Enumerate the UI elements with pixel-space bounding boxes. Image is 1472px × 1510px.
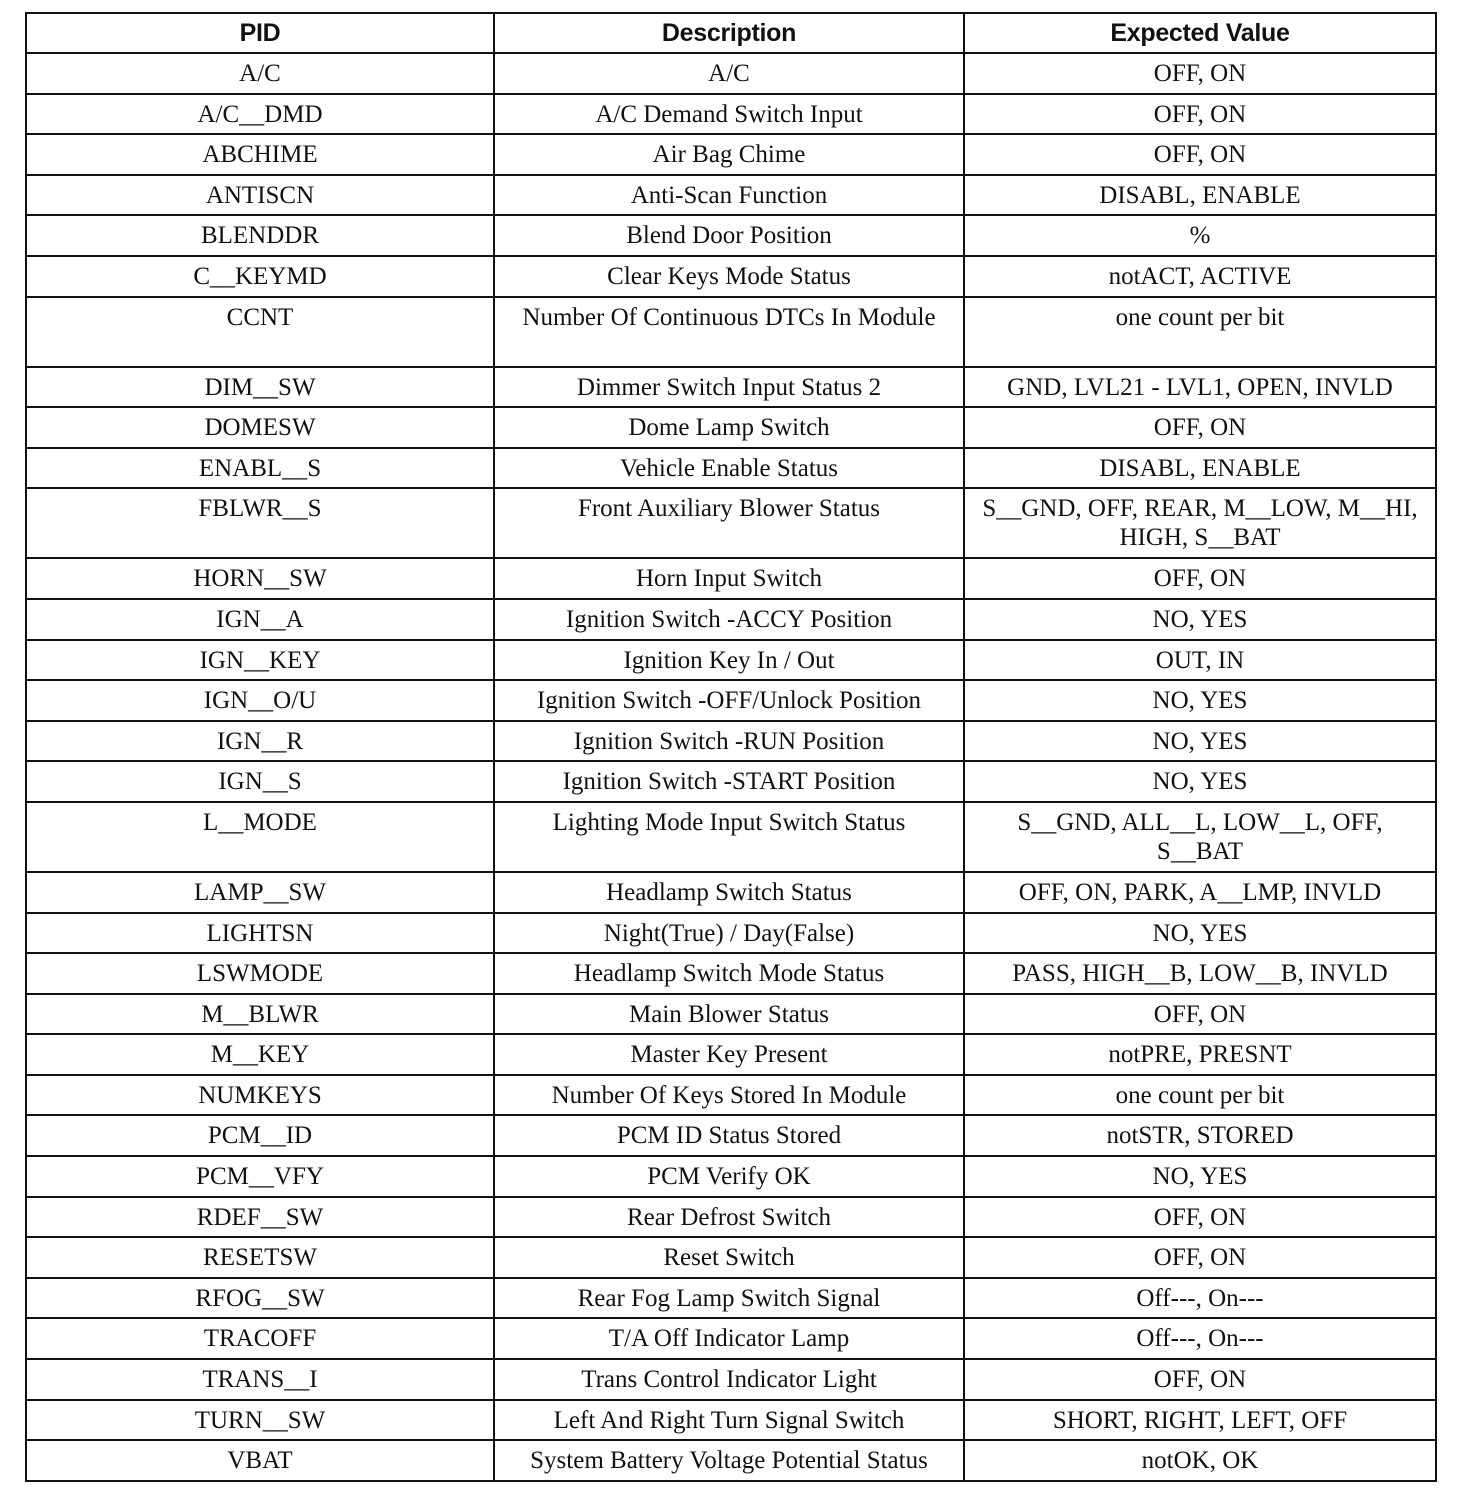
- table-row: [26, 448, 1436, 489]
- expected-value-cell: DISABL, ENABLE: [964, 175, 1436, 216]
- pid-cell: ENABL__S: [26, 448, 494, 489]
- pid-cell: IGN__O/U: [26, 680, 494, 721]
- expected-value-cell: OFF, ON: [964, 1359, 1436, 1400]
- description-cell: Vehicle Enable Status: [494, 448, 964, 489]
- table-row: [26, 175, 1436, 216]
- expected-value-cell: OFF, ON: [964, 134, 1436, 175]
- description-cell: Headlamp Switch Mode Status: [494, 953, 964, 994]
- table-row: [26, 599, 1436, 640]
- expected-value-cell: Off---, On---: [964, 1278, 1436, 1319]
- table-row: [26, 53, 1436, 94]
- table-row: [26, 994, 1436, 1035]
- expected-value-cell: %: [964, 215, 1436, 256]
- pid-cell: RFOG__SW: [26, 1278, 494, 1319]
- table-row: [26, 1156, 1436, 1197]
- table-row: [26, 297, 1436, 367]
- table-row: [26, 802, 1436, 872]
- header-description: Description: [494, 13, 964, 53]
- header-pid: PID: [26, 13, 494, 53]
- pid-cell: IGN__A: [26, 599, 494, 640]
- pid-cell: A/C__DMD: [26, 94, 494, 135]
- description-cell: PCM ID Status Stored: [494, 1115, 964, 1156]
- description-cell: PCM Verify OK: [494, 1156, 964, 1197]
- table-row: [26, 1359, 1436, 1400]
- header-row: [26, 13, 1436, 53]
- expected-value-cell: one count per bit: [964, 1075, 1436, 1116]
- expected-value-cell: OUT, IN: [964, 640, 1436, 681]
- pid-cell: M__BLWR: [26, 994, 494, 1035]
- table-row: [26, 1237, 1436, 1278]
- pid-cell: IGN__R: [26, 721, 494, 762]
- table-row: [26, 558, 1436, 599]
- expected-value-cell: notACT, ACTIVE: [964, 256, 1436, 297]
- expected-value-cell: NO, YES: [964, 913, 1436, 954]
- expected-value-cell: DISABL, ENABLE: [964, 448, 1436, 489]
- expected-value-cell: notSTR, STORED: [964, 1115, 1436, 1156]
- table-row: [26, 872, 1436, 913]
- description-cell: Main Blower Status: [494, 994, 964, 1035]
- expected-value-cell: SHORT, RIGHT, LEFT, OFF: [964, 1400, 1436, 1441]
- pid-cell: RDEF__SW: [26, 1197, 494, 1238]
- description-cell: Ignition Switch -ACCY Position: [494, 599, 964, 640]
- pid-table: [25, 12, 1437, 1482]
- pid-cell: PCM__VFY: [26, 1156, 494, 1197]
- description-cell: Ignition Key In / Out: [494, 640, 964, 681]
- expected-value-cell: OFF, ON: [964, 407, 1436, 448]
- pid-cell: C__KEYMD: [26, 256, 494, 297]
- expected-value-cell: notOK, OK: [964, 1440, 1436, 1481]
- table-row: [26, 1400, 1436, 1441]
- description-cell: T/A Off Indicator Lamp: [494, 1318, 964, 1359]
- table-row: [26, 134, 1436, 175]
- expected-value-cell: NO, YES: [964, 1156, 1436, 1197]
- description-cell: Dome Lamp Switch: [494, 407, 964, 448]
- description-cell: Front Auxiliary Blower Status: [494, 488, 964, 558]
- table-row: [26, 94, 1436, 135]
- description-cell: Lighting Mode Input Switch Status: [494, 802, 964, 872]
- pid-cell: LIGHTSN: [26, 913, 494, 954]
- expected-value-cell: NO, YES: [964, 721, 1436, 762]
- table-row: [26, 407, 1436, 448]
- expected-value-cell: PASS, HIGH__B, LOW__B, INVLD: [964, 953, 1436, 994]
- table-row: [26, 721, 1436, 762]
- header-expected-value: Expected Value: [964, 13, 1436, 53]
- table-row: [26, 1115, 1436, 1156]
- description-cell: Number Of Keys Stored In Module: [494, 1075, 964, 1116]
- expected-value-cell: OFF, ON: [964, 994, 1436, 1035]
- pid-cell: TURN__SW: [26, 1400, 494, 1441]
- expected-value-cell: notPRE, PRESNT: [964, 1034, 1436, 1075]
- table-header: [26, 13, 1436, 53]
- description-cell: Rear Fog Lamp Switch Signal: [494, 1278, 964, 1319]
- pid-cell: IGN__S: [26, 761, 494, 802]
- pid-cell: A/C: [26, 53, 494, 94]
- description-cell: Reset Switch: [494, 1237, 964, 1278]
- pid-cell: ANTISCN: [26, 175, 494, 216]
- expected-value-cell: NO, YES: [964, 680, 1436, 721]
- table-row: [26, 1075, 1436, 1116]
- pid-cell: ABCHIME: [26, 134, 494, 175]
- description-cell: Number Of Continuous DTCs In Module: [494, 297, 964, 367]
- pid-cell: L__MODE: [26, 802, 494, 872]
- description-cell: Night(True) / Day(False): [494, 913, 964, 954]
- table-row: [26, 1278, 1436, 1319]
- table-row: [26, 761, 1436, 802]
- pid-cell: VBAT: [26, 1440, 494, 1481]
- description-cell: Ignition Switch -START Position: [494, 761, 964, 802]
- table-row: [26, 913, 1436, 954]
- description-cell: Air Bag Chime: [494, 134, 964, 175]
- table-row: [26, 953, 1436, 994]
- expected-value-cell: OFF, ON: [964, 53, 1436, 94]
- table-body: [26, 53, 1436, 1481]
- expected-value-cell: OFF, ON: [964, 94, 1436, 135]
- expected-value-cell: OFF, ON: [964, 1237, 1436, 1278]
- pid-cell: PCM__ID: [26, 1115, 494, 1156]
- expected-value-cell: OFF, ON: [964, 558, 1436, 599]
- description-cell: Trans Control Indicator Light: [494, 1359, 964, 1400]
- table-row: [26, 1318, 1436, 1359]
- expected-value-cell: GND, LVL21 - LVL1, OPEN, INVLD: [964, 367, 1436, 408]
- description-cell: A/C Demand Switch Input: [494, 94, 964, 135]
- description-cell: System Battery Voltage Potential Status: [494, 1440, 964, 1481]
- pid-cell: IGN__KEY: [26, 640, 494, 681]
- table-row: [26, 1197, 1436, 1238]
- table-row: [26, 488, 1436, 558]
- expected-value-cell: NO, YES: [964, 761, 1436, 802]
- expected-value-cell: one count per bit: [964, 297, 1436, 367]
- table-row: [26, 367, 1436, 408]
- table-row: [26, 1034, 1436, 1075]
- pid-cell: FBLWR__S: [26, 488, 494, 558]
- table-row: [26, 680, 1436, 721]
- description-cell: Blend Door Position: [494, 215, 964, 256]
- table-row: [26, 256, 1436, 297]
- description-cell: Rear Defrost Switch: [494, 1197, 964, 1238]
- pid-cell: LAMP__SW: [26, 872, 494, 913]
- description-cell: Horn Input Switch: [494, 558, 964, 599]
- description-cell: Master Key Present: [494, 1034, 964, 1075]
- pid-cell: LSWMODE: [26, 953, 494, 994]
- description-cell: Clear Keys Mode Status: [494, 256, 964, 297]
- description-cell: Ignition Switch -OFF/Unlock Position: [494, 680, 964, 721]
- pid-cell: CCNT: [26, 297, 494, 367]
- pid-cell: BLENDDR: [26, 215, 494, 256]
- expected-value-cell: Off---, On---: [964, 1318, 1436, 1359]
- pid-cell: HORN__SW: [26, 558, 494, 599]
- expected-value-cell: OFF, ON: [964, 1197, 1436, 1238]
- description-cell: Anti-Scan Function: [494, 175, 964, 216]
- table-row: [26, 215, 1436, 256]
- description-cell: Left And Right Turn Signal Switch: [494, 1400, 964, 1441]
- expected-value-cell: S__GND, OFF, REAR, M__LOW, M__HI, HIGH, S__BAT: [964, 488, 1436, 558]
- pid-cell: NUMKEYS: [26, 1075, 494, 1116]
- table-row: [26, 1440, 1436, 1481]
- expected-value-cell: NO, YES: [964, 599, 1436, 640]
- pid-cell: DIM__SW: [26, 367, 494, 408]
- description-cell: Headlamp Switch Status: [494, 872, 964, 913]
- pid-cell: DOMESW: [26, 407, 494, 448]
- description-cell: Ignition Switch -RUN Position: [494, 721, 964, 762]
- pid-cell: RESETSW: [26, 1237, 494, 1278]
- expected-value-cell: OFF, ON, PARK, A__LMP, INVLD: [964, 872, 1436, 913]
- expected-value-cell: S__GND, ALL__L, LOW__L, OFF, S__BAT: [964, 802, 1436, 872]
- description-cell: A/C: [494, 53, 964, 94]
- pid-cell: M__KEY: [26, 1034, 494, 1075]
- table-row: [26, 640, 1436, 681]
- pid-cell: TRANS__I: [26, 1359, 494, 1400]
- description-cell: Dimmer Switch Input Status 2: [494, 367, 964, 408]
- pid-cell: TRACOFF: [26, 1318, 494, 1359]
